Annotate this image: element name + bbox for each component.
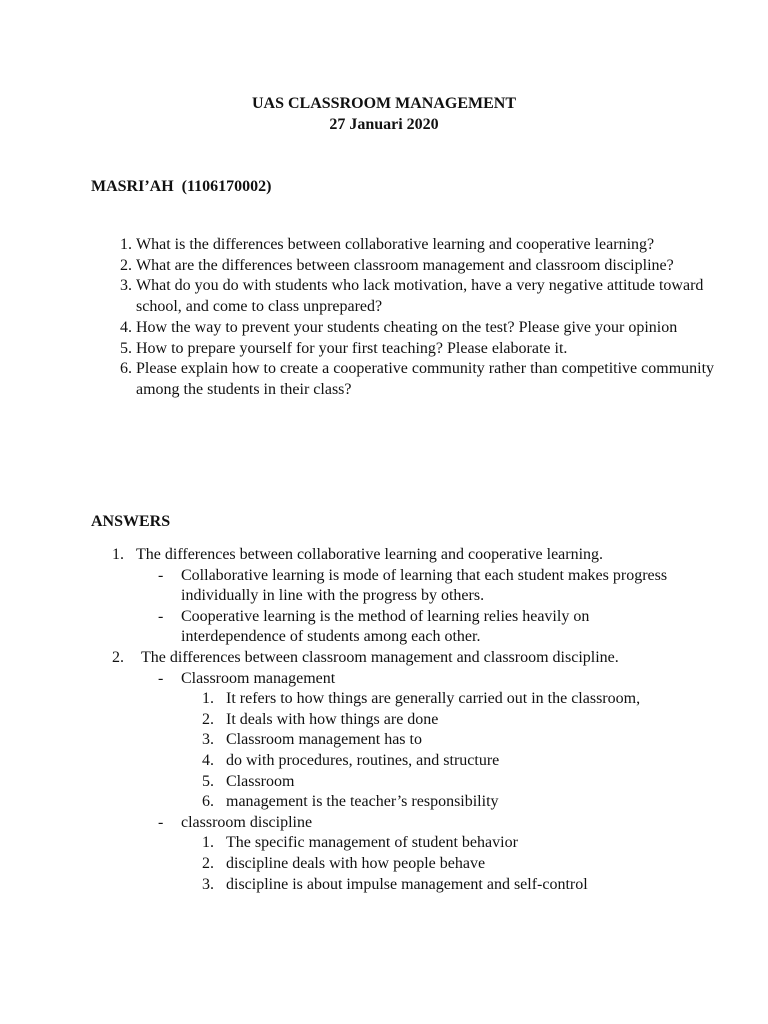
answer-list [91, 545, 691, 895]
sub-item [181, 875, 691, 896]
sub-item [181, 710, 691, 731]
sub-text: Classroom management has to [226, 731, 422, 749]
sub-item [181, 751, 691, 772]
dash-point [136, 607, 691, 648]
question-item: 5. How to prepare yourself for your first teaching? Please elaborate it. [136, 339, 736, 360]
question-item: 3. What do you do with students who lack motivation, have a very negative attitude toward school, and come to class unprepared? [136, 276, 736, 317]
question-item: 2. What are the differences between classroom management and classroom discipline? [136, 256, 736, 277]
answer-item [91, 545, 691, 566]
sub-item [181, 689, 691, 710]
dash-point [136, 813, 691, 834]
sub-text: do with procedures, routines, and structure [226, 751, 500, 769]
title-date: 27 Januari 2020 [329, 116, 439, 133]
question-item: 4. How the way to prevent your students cheating on the test? Please give your opinion [136, 318, 736, 339]
sub-item [181, 792, 691, 813]
answer-1-points [91, 566, 691, 648]
question-list [91, 235, 736, 401]
sub-text: It deals with how things are done [226, 710, 439, 728]
question-item: 1. What is the differences between collaborative learning and cooperative learning? [136, 235, 736, 256]
dash-point [136, 566, 691, 607]
answer-text: The differences between classroom management and classroom discipline. [141, 648, 619, 666]
dash-point [136, 669, 691, 690]
sub-number: 1. [202, 690, 214, 708]
answer-text: The differences between collaborative learning and cooperative learning. [136, 546, 604, 563]
sub-text: It refers to how things are generally carried out in the classroom, [226, 690, 641, 708]
question-item: 6. Please explain how to create a cooperative community rather than competitive community among the students in their class? [136, 359, 736, 400]
sub-text: discipline deals with how people behave [226, 854, 486, 872]
discipline-sublist [181, 833, 691, 895]
sub-text: management is the teacher’s responsibility [226, 793, 499, 811]
dash-marker: - [158, 669, 164, 687]
dash-marker: - [158, 813, 164, 831]
sub-text: Classroom [226, 772, 295, 790]
sub-number: 4. [202, 751, 214, 769]
sub-text: discipline is about impulse management and self-control [226, 875, 588, 893]
sub-number: 3. [202, 875, 214, 893]
sub-text: The specific management of student behavior [226, 834, 518, 852]
answer-item [91, 648, 691, 669]
sub-number: 1. [202, 834, 214, 852]
sub-number: 3. [202, 731, 214, 749]
student-name: MASRI’AH (1106170002) [91, 178, 272, 195]
sub-number: 2. [202, 710, 214, 728]
title-line-1: UAS CLASSROOM MANAGEMENT [251, 95, 516, 112]
answer-number: 2. [112, 648, 124, 666]
dash-marker: - [158, 566, 164, 584]
point-text: Collaborative learning is mode of learning that each student makes progress individually in line with the progress by others. [181, 566, 668, 605]
point-text: Cooperative learning is the method of learning relies heavily on interdependence of students among each other. [181, 607, 590, 646]
sub-number: 6. [202, 793, 214, 811]
answer-number: 1. [112, 546, 124, 563]
sub-item [181, 833, 691, 854]
sub-item [181, 854, 691, 875]
management-sublist [181, 689, 691, 813]
document-title [0, 93, 768, 135]
sub-item [181, 730, 691, 751]
sub-item [181, 772, 691, 793]
point-text: classroom discipline [181, 813, 313, 831]
point-text: Classroom management [181, 669, 336, 687]
dash-marker: - [158, 607, 164, 625]
sub-number: 2. [202, 854, 214, 872]
answers-heading: ANSWERS [91, 513, 171, 530]
sub-number: 5. [202, 772, 214, 790]
